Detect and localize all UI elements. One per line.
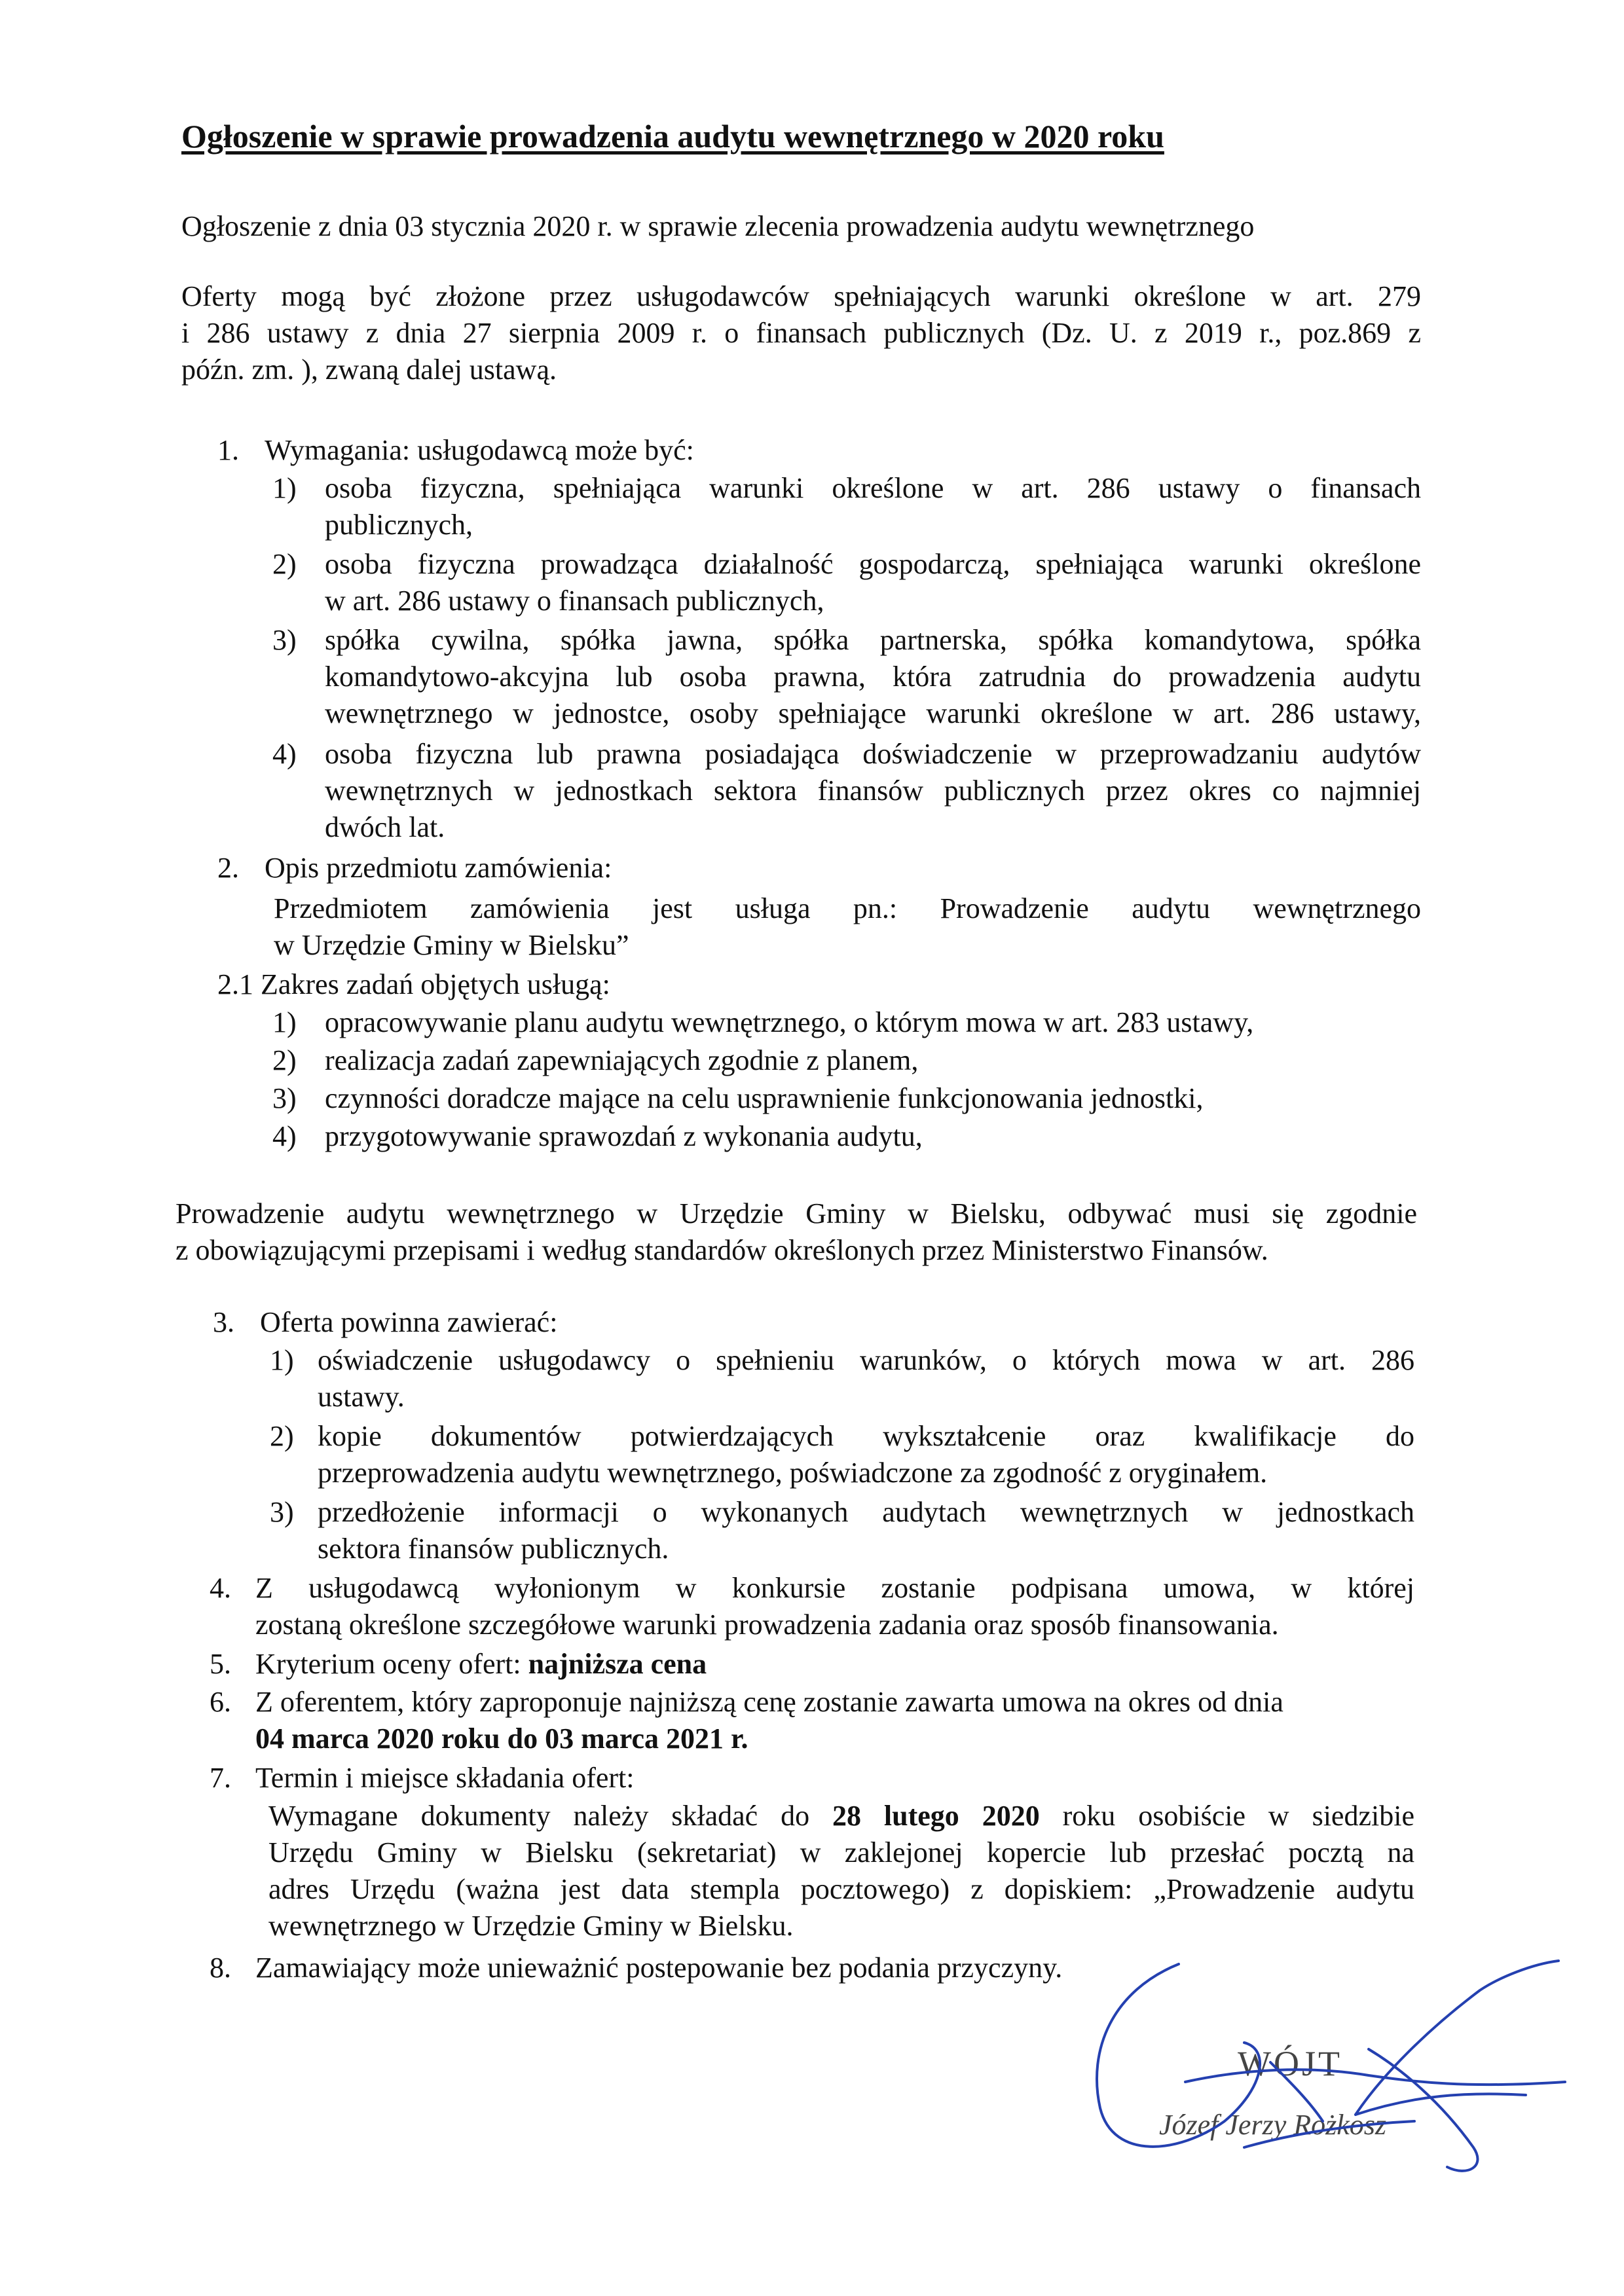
- stamp-name: Józef Jerzy Rożkosz: [1159, 2109, 1387, 2141]
- list-item: osoba fizyczna lub prawna posiadająca doświadczenie w przeprowadzaniu audytów wewnętrznych w jednostkach sektora finansów publicznych przez okres co najmniej dwóch lat.: [325, 738, 1421, 843]
- list-number: 3): [272, 1082, 297, 1114]
- list-number: 1): [272, 1006, 297, 1038]
- section-1-heading: [217, 432, 694, 469]
- section-title: Opis przedmiotu zamówienia:: [265, 852, 612, 884]
- list-item: przedłożenie informacji o wykonanych audytach wewnętrznych w jednostkach sektora finansów publicznych.: [318, 1496, 1414, 1565]
- section-4-body: Z usługodawcą wyłonionym w konkursie zostanie podpisana umowa, w której zostaną określone szczegółowe warunki prowadzenia zadania oraz sposób finansowania.: [255, 1572, 1414, 1641]
- section-title: Oferta powinna zawierać:: [260, 1306, 558, 1338]
- section-number: 6.: [210, 1686, 231, 1718]
- section-2-heading: [217, 850, 612, 886]
- list-number: 3): [270, 1496, 294, 1528]
- section-number: 7.: [210, 1762, 231, 1794]
- list-item: realizacja zadań zapewniających zgodnie z planem,: [325, 1044, 919, 1076]
- list-item: opracowywanie planu audytu wewnętrznego, o którym mowa w art. 283 ustawy,: [325, 1006, 1254, 1038]
- list-number: 1): [270, 1344, 294, 1376]
- body-paragraph: Prowadzenie audytu wewnętrznego w Urzędzie Gminy w Bielsku, odbywać musi się zgodnie z obowiązującymi przepisami i według standardów określonych przez Ministerstwo Finansów.: [175, 1197, 1417, 1266]
- section-7-heading: Termin i miejsce składania ofert:: [255, 1762, 635, 1794]
- section-number: 3.: [213, 1306, 234, 1338]
- list-item: czynności doradcze mające na celu usprawnienie funkcjonowania jednostki,: [325, 1082, 1204, 1114]
- page-title: Ogłoszenie w sprawie prowadzenia audytu wewnętrznego w 2020 roku: [181, 118, 1164, 155]
- section-number: 4.: [210, 1572, 231, 1604]
- section-2-body: Przedmiotem zamówienia jest usługa pn.: Prowadzenie audytu wewnętrznego w Urzędzie Gminy w Bielsku”: [274, 892, 1421, 961]
- contract-period: 04 marca 2020 roku do 03 marca 2021 r.: [255, 1722, 748, 1755]
- section-number: 5.: [210, 1648, 231, 1680]
- list-number: 4): [272, 738, 297, 770]
- list-item: oświadczenie usługodawcy o spełnieniu warunków, o których mowa w art. 286 ustawy.: [318, 1344, 1414, 1413]
- criterion-value: najniższa cena: [528, 1648, 707, 1680]
- section-7-body: Wymagane dokumenty należy składać do 28 lutego 2020 roku osobiście w siedzibie Urzędu Gminy w Bielsku (sekretariat) w zaklejonej kopercie lub przesłać pocztą na adres Urzędu (ważna jest data stempla pocztowego) z dopiskiem: „Prowadzenie audytu wewnętrznego w Urzędzie Gminy w Bielsku.: [268, 1800, 1414, 1942]
- list-number: 2): [272, 548, 297, 580]
- stamp-title: WÓJT: [1238, 2044, 1342, 2083]
- signature-stamp: [1074, 1951, 1572, 2187]
- deadline-date: 28 lutego 2020: [832, 1800, 1040, 1832]
- list-item: osoba fizyczna prowadząca działalność gospodarczą, spełniająca warunki określone w art. 286 ustawy o finansach publicznych,: [325, 548, 1421, 617]
- section-2-1-heading: 2.1 Zakres zadań objętych usługą:: [217, 968, 610, 1000]
- list-number: 1): [272, 472, 297, 504]
- section-number: 2.: [217, 852, 239, 884]
- list-number: 2): [272, 1044, 297, 1076]
- subtitle: Ogłoszenie z dnia 03 stycznia 2020 r. w sprawie zlecenia prowadzenia audytu wewnętrznego: [181, 210, 1255, 242]
- section-6-body: Z oferentem, który zaproponuje najniższą cenę zostanie zawarta umowa na okres od dnia 04 marca 2020 roku do 03 marca 2021 r.: [255, 1684, 1283, 1757]
- list-item: kopie dokumentów potwierdzających wykształcenie oraz kwalifikacje do przeprowadzenia audytu wewnętrznego, poświadczone za zgodność z oryginałem.: [318, 1420, 1414, 1489]
- list-number: 4): [272, 1120, 297, 1152]
- list-number: 2): [270, 1420, 294, 1452]
- section-number: 8.: [210, 1952, 231, 1984]
- section-title: Wymagania: usługodawcą może być:: [265, 434, 694, 466]
- section-number: 1.: [217, 434, 239, 466]
- list-item: osoba fizyczna, spełniająca warunki określone w art. 286 ustawy o finansach publicznych,: [325, 472, 1421, 541]
- list-item: spółka cywilna, spółka jawna, spółka partnerska, spółka komandytowa, spółka komandytowo-akcyjna lub osoba prawna, która zatrudnia do prowadzenia audytu wewnętrznego w jednostce, osoby spełniające warunki określone w art. 286 ustawy,: [325, 624, 1421, 729]
- list-item: przygotowywanie sprawozdań z wykonania audytu,: [325, 1120, 923, 1152]
- section-3-heading: [213, 1304, 557, 1341]
- intro-paragraph: Oferty mogą być złożone przez usługodawców spełniających warunki określone w art. 279 i 286 ustawy z dnia 27 sierpnia 2009 r. o finansach publicznych (Dz. U. z 2019 r., poz.869 z późn. zm. ), zwaną dalej ustawą.: [181, 280, 1421, 386]
- section-5-body: Kryterium oceny ofert: najniższa cena: [255, 1648, 707, 1680]
- section-8-body: Zamawiający może unieważnić postepowanie bez podania przyczyny.: [255, 1952, 1063, 1984]
- list-number: 3): [272, 624, 297, 656]
